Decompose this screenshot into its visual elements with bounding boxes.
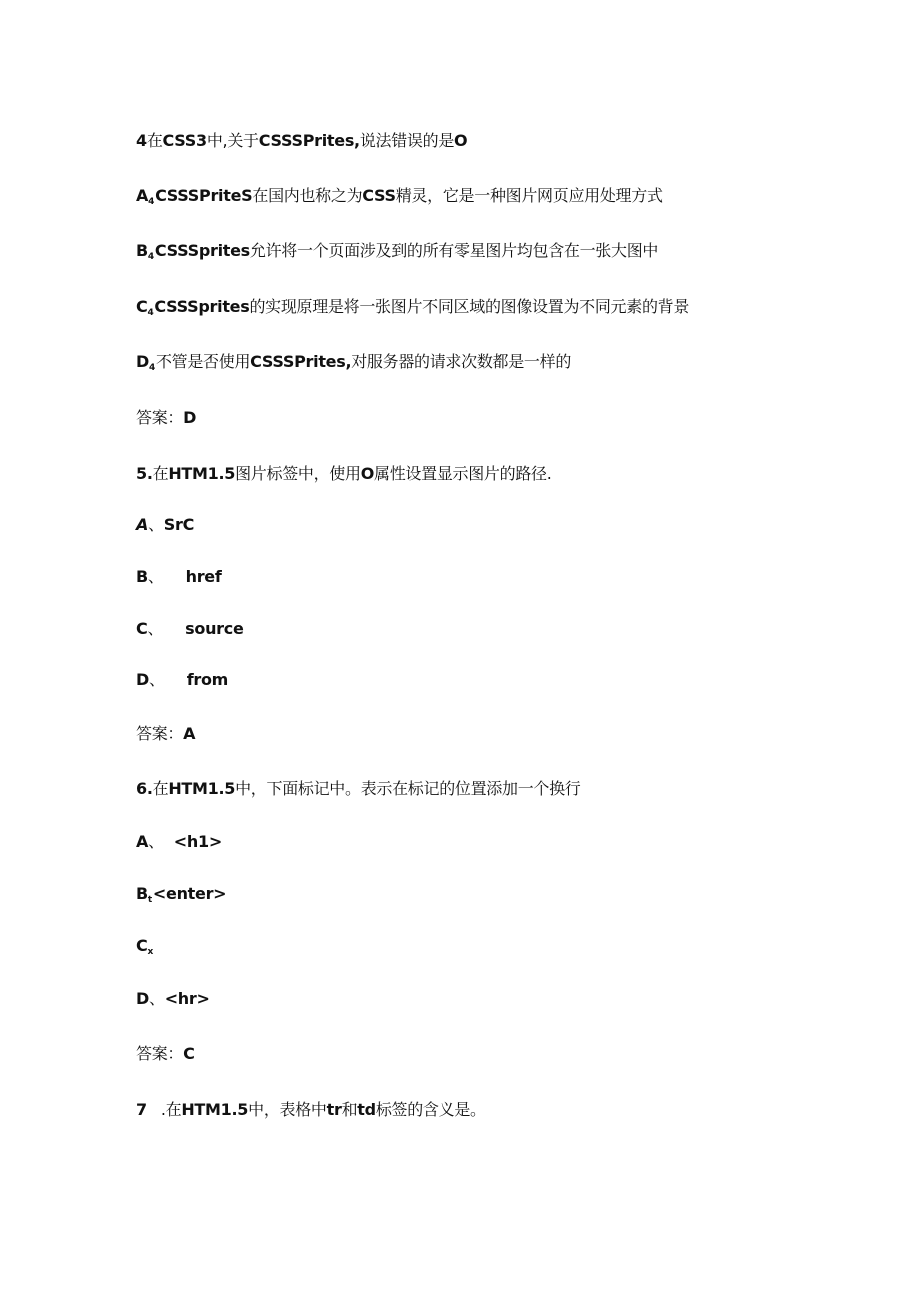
question-4-stem: 4在CSS3中,关于CSSSPrites,说法错误的是O — [136, 131, 468, 150]
question-4-answer: 答案：D — [136, 408, 197, 427]
question-5-answer: 答案：A — [136, 724, 196, 743]
question-4-option-b: $B_4CSSSprites$允许将一个页面涉及到的所有零星图片均包含在一张大图中 — [136, 241, 659, 262]
question-4-option-a: $A_4CSSSPriteS$在国内也称之为CSS精灵，它是一种图片网页应用处理方式 — [136, 186, 663, 207]
question-5-option-a: A、SrC — [136, 515, 195, 534]
question-4-option-d: $D_4$不管是否使用CSSSPrites,对服务器的请求次数都是一样的 — [136, 352, 572, 373]
question-number: 4 — [136, 131, 147, 150]
question-6-option-c: $C_x$ — [136, 936, 153, 957]
question-6-option-d: D、<hr> — [136, 989, 210, 1008]
question-6-stem: 6.在HTM1.5中，下面标记中。表示在标记的位置添加一个换行 — [136, 779, 581, 798]
question-7-stem: 7 .在HTM1.5中，表格中tr和td标签的含义是。 — [136, 1100, 486, 1119]
question-5-option-d: D、 from — [136, 670, 229, 689]
question-6-option-b: $B_t<enter>$ — [136, 884, 227, 905]
question-6-option-a: A、 <h1> — [136, 832, 222, 851]
question-5-option-b: B、 href — [136, 567, 222, 586]
question-5-option-c: C、 source — [136, 619, 244, 638]
question-5-stem: 5.在HTM1.5图片标签中，使用O属性设置显示图片的路径. — [136, 464, 552, 483]
question-4-option-c: $C_4CSSSprites$的实现原理是将一张图片不同区域的图像设置为不同元素的背景 — [136, 297, 690, 318]
question-6-answer: 答案：C — [136, 1044, 195, 1063]
